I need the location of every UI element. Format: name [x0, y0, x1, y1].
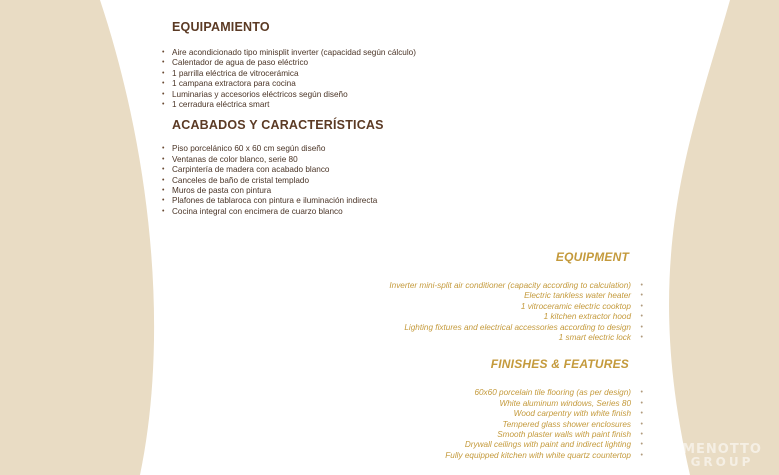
list-item: • Luminarias y accesorios eléctricos según diseño — [160, 90, 560, 100]
list-item: • Cocina integral con encimera de cuarzo blanco — [160, 207, 560, 217]
list-item: 1 vitroceramic electric cooktop • — [241, 302, 641, 312]
list-item: Electric tankless water heater • — [241, 291, 641, 301]
list-item: Inverter mini-split air conditioner (capacity according to calculation) • — [241, 281, 641, 291]
acabados-heading: ACABADOS Y CARACTERÍSTICAS — [172, 118, 384, 133]
list-item: 60x60 porcelain tile flooring (as per design) • — [241, 388, 641, 398]
list-item: • Aire acondicionado tipo minisplit inverter (capacidad según cálculo) — [160, 48, 560, 58]
spanish-section — [160, 20, 560, 217]
list-item: 1 kitchen extractor hood • — [241, 312, 641, 322]
list-item: • 1 cerradura eléctrica smart — [160, 100, 560, 110]
list-item: 1 smart electric lock • — [241, 333, 641, 343]
logo-line-2: GROUP — [690, 455, 754, 469]
equipamiento-list — [160, 48, 560, 110]
list-item: Wood carpentry with white finish • — [241, 409, 641, 419]
list-item: • Plafones de tablaroca con pintura e iluminación indirecta — [160, 196, 560, 206]
equipamiento-heading: EQUIPAMIENTO — [172, 20, 270, 34]
list-item: • Muros de pasta con pintura — [160, 186, 560, 196]
equipment-heading: EQUIPMENT — [555, 250, 629, 264]
list-item: Lighting fixtures and electrical accessories according to design • — [241, 323, 641, 333]
menotto-group-logo — [677, 443, 767, 469]
list-item: White aluminum windows, Series 80 • — [241, 399, 641, 409]
list-item: • Calentador de agua de paso eléctrico — [160, 58, 560, 68]
equipment-list — [241, 281, 641, 343]
list-item: Tempered glass shower enclosures • — [241, 420, 641, 430]
list-item: • Ventanas de color blanco, serie 80 — [160, 155, 560, 165]
list-item: Smooth plaster walls with paint finish • — [241, 430, 641, 440]
acabados-list — [160, 144, 560, 217]
finishes-list — [241, 388, 641, 461]
list-item: Fully equipped kitchen with white quartz countertop • — [241, 451, 641, 461]
list-item: • 1 campana extractora para cocina — [160, 79, 560, 89]
finishes-heading: FINISHES & FEATURES — [490, 357, 629, 372]
list-item: • Carpintería de madera con acabado blanco — [160, 165, 560, 175]
list-item: • Piso porcelánico 60 x 60 cm según diseño — [160, 144, 560, 154]
list-item: Drywall ceilings with paint and indirect lighting • — [241, 440, 641, 450]
list-item: • Canceles de baño de cristal templado — [160, 176, 560, 186]
list-item: • 1 parrilla eléctrica de vitrocerámica — [160, 69, 560, 79]
english-section — [241, 250, 641, 461]
logo-line-1: MENOTTO — [682, 442, 762, 457]
